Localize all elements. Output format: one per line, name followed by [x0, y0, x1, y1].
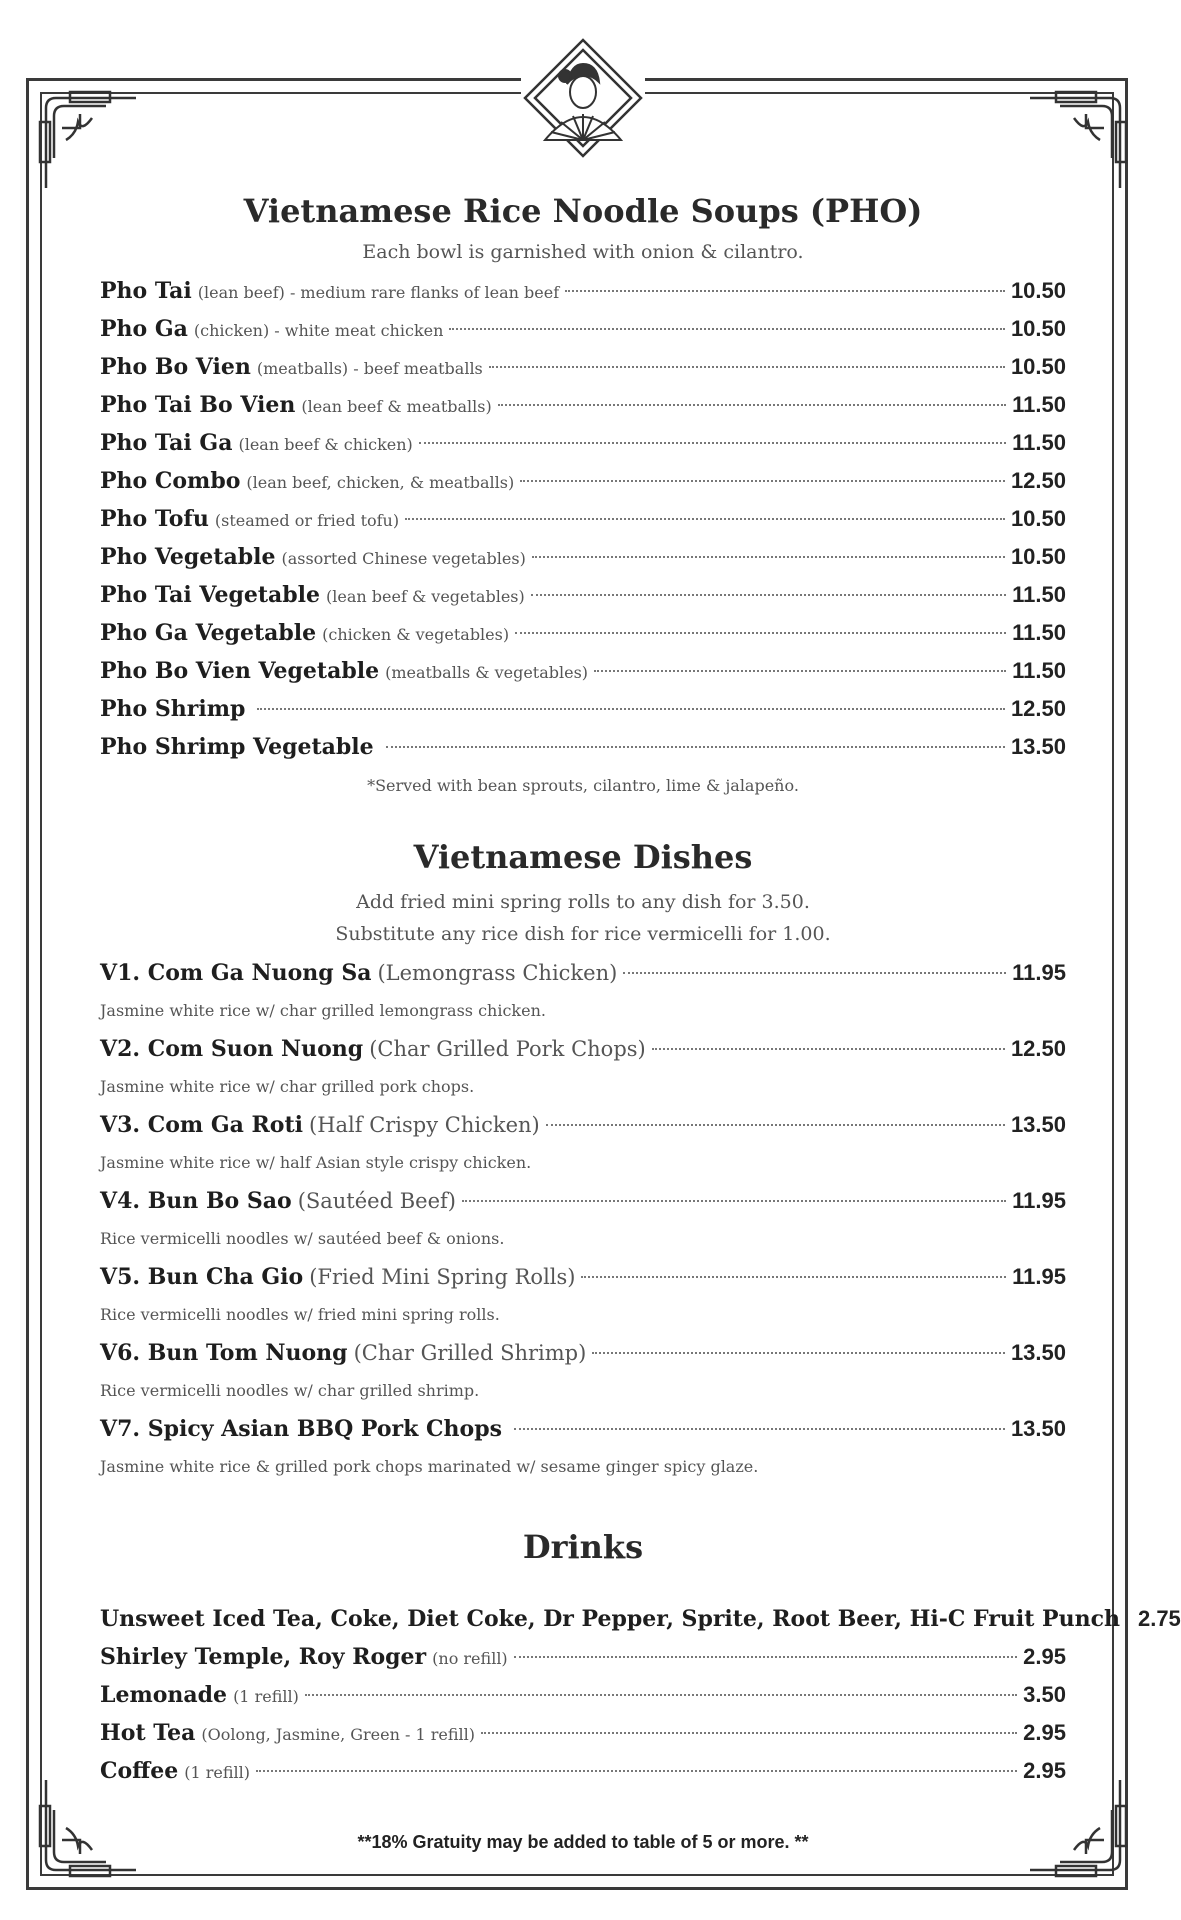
- dot-leader: [592, 1352, 1005, 1354]
- menu-item-name: V7. Spicy Asian BBQ Pork Chops: [100, 1416, 502, 1442]
- menu-item-price: 12.50: [1010, 696, 1066, 721]
- dot-leader: [462, 1200, 1006, 1202]
- menu-item-name: V1. Com Ga Nuong Sa: [100, 960, 372, 986]
- menu-item-price: 2.95: [1023, 1720, 1066, 1745]
- menu-item-row: [100, 1600, 1181, 1638]
- menu-item-name: Pho Shrimp Vegetable: [100, 734, 374, 760]
- menu-item-row: [100, 538, 1066, 576]
- menu-item-description: (1 refill): [184, 1763, 251, 1782]
- menu-item-price: 10.50: [1010, 316, 1066, 341]
- menu-item-name: V5. Bun Cha Gio: [100, 1264, 304, 1290]
- dot-leader: [386, 746, 1005, 748]
- menu-item-description: (lean beef) - medium rare flanks of lean beef: [197, 283, 560, 302]
- menu-item-row: [100, 728, 1066, 766]
- menu-content: [100, 186, 1181, 1790]
- menu-item-row: [100, 1030, 1066, 1068]
- drinks-section-title: Drinks: [522, 1528, 644, 1566]
- menu-item-description: (Sautéed Beef): [297, 1189, 456, 1213]
- menu-item-name: Pho Vegetable: [100, 544, 276, 570]
- pho-item-list: [100, 272, 1066, 766]
- dot-leader: [257, 708, 1005, 710]
- dot-leader: [405, 518, 1005, 520]
- dot-leader: [531, 594, 1006, 596]
- menu-item-description: (Lemongrass Chicken): [377, 961, 618, 985]
- menu-item-name: Pho Tai Vegetable: [100, 582, 320, 608]
- menu-item-price: 10.50: [1010, 354, 1066, 379]
- menu-item-price: 12.50: [1010, 1036, 1066, 1061]
- menu-item-price: 13.50: [1010, 1340, 1066, 1365]
- dishes-item-list: [100, 954, 1066, 1486]
- menu-item-row: [100, 1714, 1066, 1752]
- menu-item-row: [100, 1638, 1066, 1676]
- menu-item-row: [100, 462, 1066, 500]
- menu-item-description: (no refill): [432, 1649, 508, 1668]
- menu-item-description: (chicken) - white meat chicken: [193, 321, 444, 340]
- menu-item-price: 10.50: [1010, 278, 1066, 303]
- menu-item-price: 11.95: [1012, 1188, 1066, 1213]
- menu-item-row: [100, 500, 1066, 538]
- dot-leader: [419, 442, 1006, 444]
- menu-item-price: 12.50: [1010, 468, 1066, 493]
- pho-section-title: Vietnamese Rice Noodle Soups (PHO): [243, 192, 923, 230]
- menu-item-row: [100, 1752, 1066, 1790]
- menu-item-name: Pho Tai Bo Vien: [100, 392, 296, 418]
- menu-item-description: (Oolong, Jasmine, Green - 1 refill): [201, 1725, 476, 1744]
- menu-item-name: Coffee: [100, 1758, 179, 1784]
- dish-note: Rice vermicelli noodles w/ char grilled shrimp.: [100, 1381, 480, 1400]
- menu-item-description: (Fried Mini Spring Rolls): [309, 1265, 576, 1289]
- menu-item-name: Lemonade: [100, 1682, 228, 1708]
- menu-item-description: (meatballs) - beef meatballs: [256, 359, 483, 378]
- menu-item-description: (Half Crispy Chicken): [309, 1113, 540, 1137]
- menu-item-row: [100, 348, 1066, 386]
- dot-leader: [565, 290, 1005, 292]
- dot-leader: [514, 1656, 1018, 1658]
- menu-item-price: 11.50: [1012, 582, 1066, 607]
- menu-item-name: Pho Tofu: [100, 506, 209, 532]
- menu-item-row: [100, 1258, 1066, 1296]
- menu-item-name: V3. Com Ga Roti: [100, 1112, 303, 1138]
- menu-item-name: Hot Tea: [100, 1720, 196, 1746]
- menu-item-row: [100, 1182, 1066, 1220]
- dishes-subtitle-substitute: Substitute any rice dish for rice vermicelli for 1.00.: [335, 923, 831, 945]
- dot-leader: [256, 1770, 1017, 1772]
- corner-ornament-icon: [1020, 88, 1130, 198]
- gratuity-notice: **18% Gratuity may be added to table of 5 or more. **: [357, 1832, 809, 1852]
- menu-item-row: [100, 424, 1066, 462]
- menu-item-row: [100, 954, 1066, 992]
- dot-leader: [546, 1124, 1005, 1126]
- menu-item-row: [100, 1106, 1066, 1144]
- dish-note: Jasmine white rice & grilled pork chops marinated w/ sesame ginger spicy glaze.: [100, 1457, 759, 1476]
- menu-item-row: [100, 576, 1066, 614]
- dot-leader: [623, 972, 1006, 974]
- pho-section-subtitle: Each bowl is garnished with onion & cilantro.: [362, 241, 804, 263]
- menu-item-name: V6. Bun Tom Nuong: [100, 1340, 348, 1366]
- dot-leader: [652, 1048, 1005, 1050]
- menu-item-name: Pho Bo Vien: [100, 354, 251, 380]
- dot-leader: [520, 480, 1005, 482]
- drinks-item-list: [100, 1600, 1181, 1790]
- menu-item-name: Pho Combo: [100, 468, 241, 494]
- dish-note: Jasmine white rice w/ char grilled pork chops.: [100, 1077, 475, 1096]
- menu-item-price: 11.95: [1012, 1264, 1066, 1289]
- dishes-subtitle-spring-rolls: Add fried mini spring rolls to any dish for 3.50.: [356, 891, 810, 913]
- menu-item-price: 11.50: [1012, 430, 1066, 455]
- pho-footnote: *Served with bean sprouts, cilantro, lime & jalapeño.: [367, 776, 799, 795]
- menu-item-row: [100, 386, 1066, 424]
- dot-leader: [449, 328, 1005, 330]
- dot-leader: [532, 556, 1005, 558]
- dot-leader: [305, 1694, 1017, 1696]
- menu-item-row: [100, 1676, 1066, 1714]
- menu-item-name: Pho Tai: [100, 278, 192, 304]
- menu-item-row: [100, 614, 1066, 652]
- dish-note: Jasmine white rice w/ char grilled lemongrass chicken.: [100, 1001, 546, 1020]
- geisha-fan-emblem-icon: [521, 36, 645, 160]
- menu-item-name: Unsweet Iced Tea, Coke, Diet Coke, Dr Pepper, Sprite, Root Beer, Hi-C Fruit Punch: [100, 1606, 1120, 1632]
- menu-item-name: Pho Ga Vegetable: [100, 620, 317, 646]
- menu-item-description: (assorted Chinese vegetables): [281, 549, 526, 568]
- menu-item-price: 10.50: [1010, 506, 1066, 531]
- dot-leader: [514, 1428, 1005, 1430]
- dish-note: Rice vermicelli noodles w/ sautéed beef & onions.: [100, 1229, 505, 1248]
- menu-item-description: (steamed or fried tofu): [214, 511, 400, 530]
- menu-item-price: 2.95: [1023, 1644, 1066, 1669]
- menu-item-description: (meatballs & vegetables): [385, 663, 589, 682]
- menu-item-description: (lean beef & chicken): [238, 435, 413, 454]
- dish-note: Rice vermicelli noodles w/ fried mini spring rolls.: [100, 1305, 500, 1324]
- menu-item-description: (lean beef, chicken, & meatballs): [246, 473, 515, 492]
- menu-item-row: [100, 690, 1066, 728]
- menu-item-description: (lean beef & vegetables): [326, 587, 525, 606]
- menu-item-price: 13.50: [1010, 1112, 1066, 1137]
- dot-leader: [489, 366, 1005, 368]
- dot-leader: [594, 670, 1006, 672]
- menu-item-price: 10.50: [1010, 544, 1066, 569]
- menu-item-description: (chicken & vegetables): [322, 625, 510, 644]
- dishes-section-title: Vietnamese Dishes: [413, 838, 753, 876]
- menu-item-name: V4. Bun Bo Sao: [100, 1188, 292, 1214]
- dish-note: Jasmine white rice w/ half Asian style crispy chicken.: [100, 1153, 532, 1172]
- menu-item-price: 2.75: [1137, 1606, 1181, 1631]
- menu-item-description: (Char Grilled Pork Chops): [369, 1037, 646, 1061]
- dot-leader: [581, 1276, 1006, 1278]
- menu-item-price: 11.95: [1012, 960, 1066, 985]
- menu-item-row: [100, 1334, 1066, 1372]
- menu-item-description: (Char Grilled Shrimp): [353, 1341, 587, 1365]
- menu-item-price: 11.50: [1012, 658, 1066, 683]
- menu-item-name: Pho Ga: [100, 316, 188, 342]
- menu-item-row: [100, 272, 1066, 310]
- menu-item-description: (1 refill): [233, 1687, 299, 1706]
- menu-item-row: [100, 310, 1066, 348]
- menu-item-description: (lean beef & meatballs): [301, 397, 492, 416]
- menu-item-name: Pho Shrimp: [100, 696, 246, 722]
- menu-item-name: Pho Tai Ga: [100, 430, 233, 456]
- menu-item-row: [100, 1410, 1066, 1448]
- menu-item-name: V2. Com Suon Nuong: [100, 1036, 364, 1062]
- menu-item-price: 13.50: [1010, 734, 1066, 759]
- menu-item-price: 2.95: [1023, 1758, 1066, 1783]
- dot-leader: [515, 632, 1006, 634]
- corner-ornament-icon: [36, 88, 146, 198]
- menu-item-name: Pho Bo Vien Vegetable: [100, 658, 380, 684]
- menu-item-row: [100, 652, 1066, 690]
- menu-item-price: 11.50: [1012, 392, 1066, 417]
- dot-leader: [498, 404, 1006, 406]
- menu-item-price: 3.50: [1023, 1682, 1066, 1707]
- menu-item-name: Shirley Temple, Roy Roger: [100, 1644, 427, 1670]
- dot-leader: [481, 1732, 1017, 1734]
- menu-item-price: 13.50: [1010, 1416, 1066, 1441]
- menu-item-price: 11.50: [1012, 620, 1066, 645]
